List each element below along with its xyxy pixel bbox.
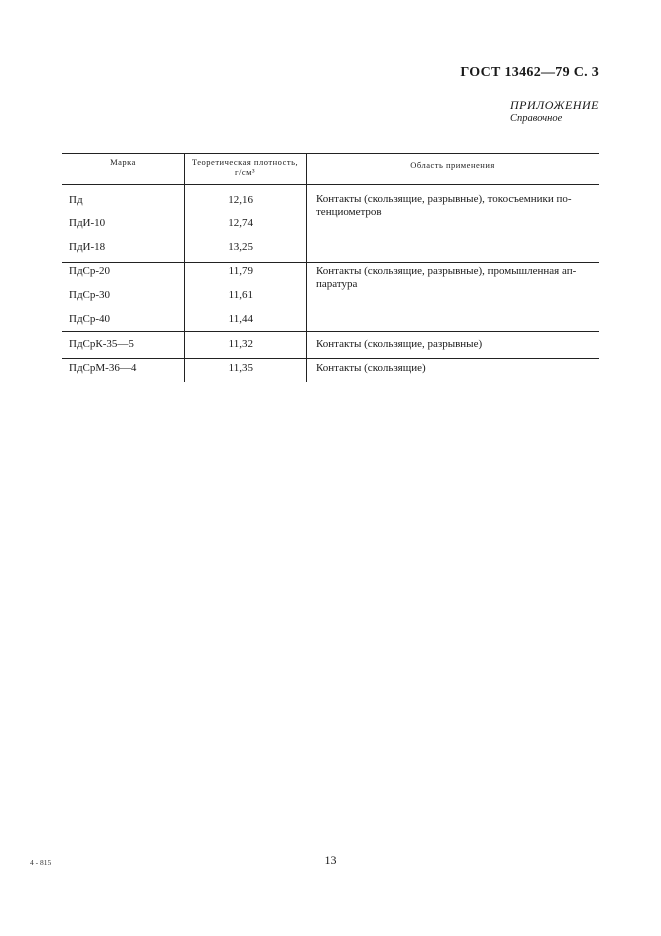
table-row-grade: ПдСр-40 xyxy=(69,313,111,325)
application-area-line: паратура xyxy=(316,278,358,290)
table-row-grade: ПдСрМ-36—4 xyxy=(69,362,137,374)
table-row-grade: ПдИ-10 xyxy=(69,217,106,229)
table-row-grade: Пд xyxy=(69,194,83,206)
table-group-rule xyxy=(62,331,599,332)
table-row-density: 11,44 xyxy=(228,313,253,325)
document-header-code: ГОСТ 13462—79 С. 3 xyxy=(460,65,599,80)
column-header-grade: Марка xyxy=(110,157,136,167)
page-number: 13 xyxy=(324,853,337,867)
application-area-line: Контакты (скользящие, разрывные), промышленная ап- xyxy=(316,265,577,277)
table-row-density: 12,16 xyxy=(228,194,253,206)
application-area-line: Контакты (скользящие, разрывные) xyxy=(316,338,483,350)
appendix-label xyxy=(510,98,599,126)
column-header-area: Область применения xyxy=(410,160,495,170)
application-area-line: тенциометров xyxy=(316,206,382,218)
density-header-line1: Теоретическая плотность, xyxy=(191,157,299,167)
table-row-density: 11,79 xyxy=(228,265,253,277)
table-row-grade: ПдИ-18 xyxy=(69,241,106,253)
application-area-text xyxy=(316,362,592,375)
appendix-subtitle: Справочное xyxy=(510,113,563,124)
table-row-density: 13,25 xyxy=(228,241,253,253)
table-row-density: 11,35 xyxy=(228,362,253,374)
application-area-line: Контакты (скользящие, разрывные), токосъемники по- xyxy=(316,193,572,205)
table-row-grade: ПдСр-30 xyxy=(69,289,111,301)
table-row-grade: ПдСр-20 xyxy=(69,265,111,277)
table-top-rule xyxy=(62,153,599,154)
table-row-density: 11,61 xyxy=(228,289,253,301)
table-row-grade: ПдСрК-35—5 xyxy=(69,338,134,350)
table-row-density: 11,32 xyxy=(228,338,253,350)
appendix-title: ПРИЛОЖЕНИЕ xyxy=(510,98,599,112)
application-area-line: Контакты (скользящие) xyxy=(316,362,426,374)
application-area-text xyxy=(316,338,592,351)
table-row-density: 12,74 xyxy=(228,217,253,229)
density-header-unit: г/см³ xyxy=(234,167,256,177)
table-header-rule xyxy=(62,184,599,185)
footer-print-code: 4 - 815 xyxy=(30,858,52,867)
application-area-text xyxy=(316,265,592,291)
table-column-rule xyxy=(306,153,307,382)
column-header-density xyxy=(184,157,306,177)
table-group-rule xyxy=(62,358,599,359)
reference-table xyxy=(62,153,599,383)
table-group-rule xyxy=(62,262,599,263)
application-area-text xyxy=(316,193,592,219)
table-column-rule xyxy=(184,153,185,382)
